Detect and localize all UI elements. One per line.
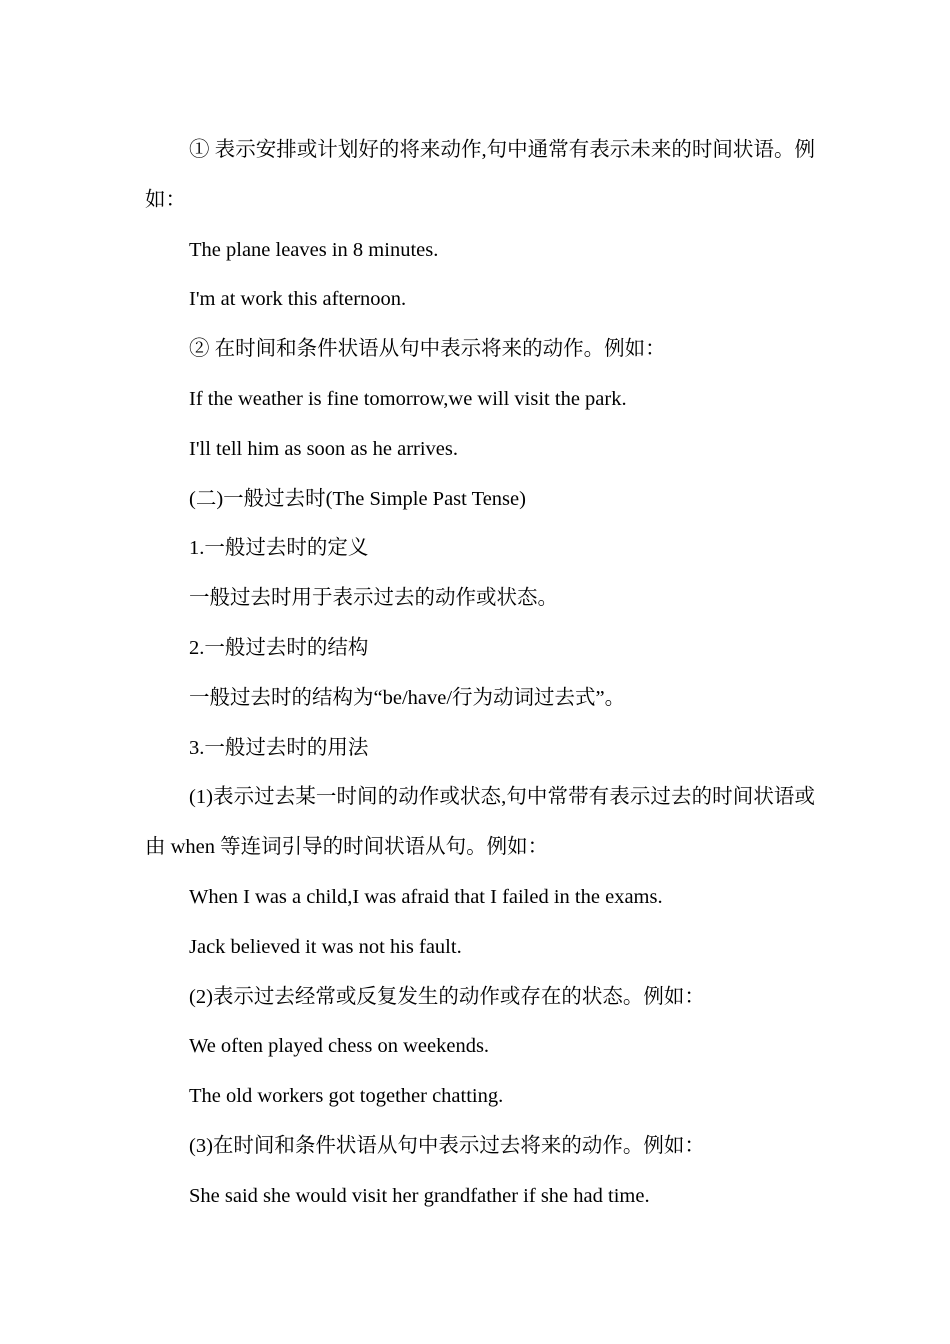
paragraph-future-arranged-action: ① 表示安排或计划好的将来动作,句中通常有表示未来的时间状语。例如： [145,139,815,211]
paragraph-usage-1: (1)表示过去某一时间的动作或状态,句中常带有表示过去的时间状语或由 when 等连词引导的时间状语从句。例如： [145,786,815,859]
example-tell-him: I'll tell him as soon as he arrives. [189,437,458,460]
example-old-workers: The old workers got together chatting. [189,1085,504,1108]
paragraph-future-in-clauses: ② 在时间和条件状语从句中表示将来的动作。例如： [189,338,666,361]
document-body [145,126,815,1222]
paragraph-definition: 一般过去时用于表示过去的动作或状态。 [189,587,558,610]
example-plane-leaves: The plane leaves in 8 minutes. [189,238,439,261]
subheading-structure: 2.一般过去时的结构 [189,636,369,659]
section-heading-simple-past: (二)一般过去时(The Simple Past Tense) [189,487,526,510]
example-weather-park: If the weather is fine tomorrow,we will visit the park. [189,387,627,410]
paragraph-usage-3: (3)在时间和条件状语从句中表示过去将来的动作。例如： [189,1134,705,1157]
example-visit-grandfather: She said she would visit her grandfather if she had time. [189,1184,650,1207]
paragraph-usage-2: (2)表示过去经常或反复发生的动作或存在的状态。例如： [189,985,705,1008]
example-chess-weekends: We often played chess on weekends. [189,1035,490,1058]
subheading-usage: 3.一般过去时的用法 [189,736,369,759]
example-jack-fault: Jack believed it was not his fault. [189,935,462,958]
paragraph-structure: 一般过去时的结构为“be/have/行为动词过去式”。 [189,686,626,709]
example-child-exams: When I was a child,I was afraid that I failed in the exams. [189,885,663,908]
subheading-definition: 1.一般过去时的定义 [189,537,369,560]
example-at-work: I'm at work this afternoon. [189,288,407,311]
